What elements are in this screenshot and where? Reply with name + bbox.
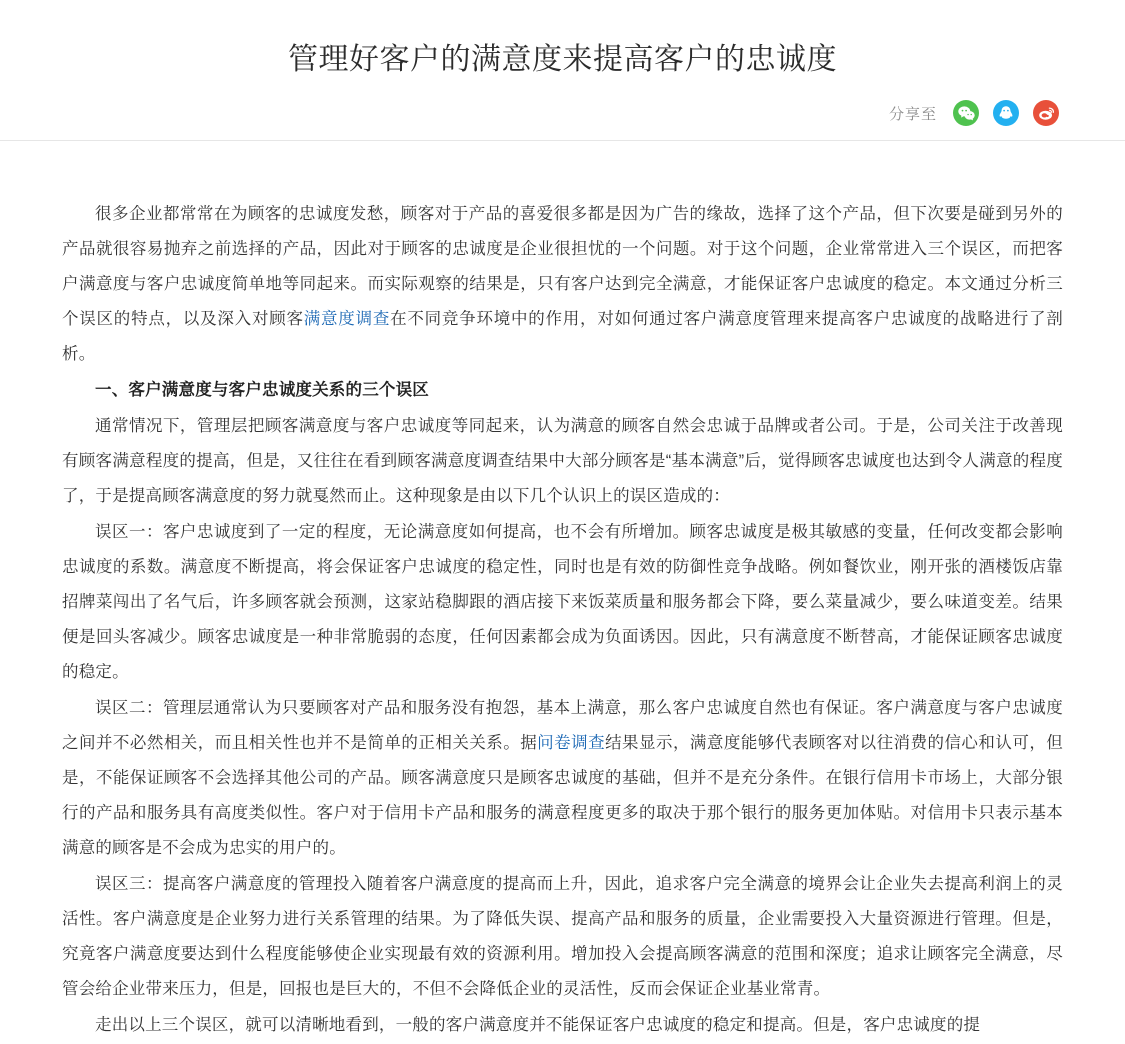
section-heading-one: 一、客户满意度与客户忠诚度关系的三个误区: [95, 381, 429, 399]
share-label: 分享至: [888, 105, 937, 123]
questionnaire-survey-link[interactable]: 问卷调查: [537, 734, 606, 752]
share-bar: [0, 82, 1125, 140]
paragraph-intro-text-a: 很多企业都常常在为顾客的忠诚度发愁，顾客对于产品的喜爱很多都是因为广告的缘故，选择了这个产品，但下次要是碰到另外的产品就很容易抛弃之前选择的产品，因此对于顾客的忠诚度是企业很担忧的一个问题。对于这个问题，企业常常进入三个误区，而把客户满意度与客户忠诚度简单地等同起来。而实际观察的结果是，只有客户达到完全满意，才能保证客户忠诚度的稳定。本文通过分析三个误区的特点，以及深入对顾客: [62, 205, 1063, 328]
paragraph-intro: [62, 197, 1063, 372]
qq-icon[interactable]: [993, 100, 1019, 126]
article-body: [0, 141, 1125, 1043]
paragraph-intro-text-b: 在不同竞争环境中的作用，对如何通过客户满意度管理来提高客户忠诚度的战略进行了剖析。: [62, 310, 1063, 363]
satisfaction-survey-link[interactable]: 满意度调查: [303, 310, 391, 328]
paragraph-misconception-two-text-b: 结果显示，满意度能够代表顾客对以往消费的信心和认可，但是，不能保证顾客不会选择其他公司的产品。顾客满意度只是顾客忠诚度的基础，但并不是充分条件。在银行信用卡市场上，大部分银行的产品和服务具有高度类似性。客户对于信用卡产品和服务的满意程度更多的取决于那个银行的服务更加体贴。对信用卡只表示基本满意的顾客是不会成为忠实的用户的。: [62, 734, 1063, 857]
page-title: 管理好客户的满意度来提高客户的忠诚度: [288, 43, 837, 76]
paragraph-misconception-two-text-a: 误区二：管理层通常认为只要顾客对产品和服务没有抱怨，基本上满意，那么客户忠诚度自然也有保证。客户满意度与客户忠诚度之间并不必然相关，而且相关性也并不是简单的正相关关系。据: [62, 699, 1063, 752]
paragraph-conclusion-partial: 走出以上三个误区，就可以清晰地看到，一般的客户满意度并不能保证客户忠诚度的稳定和提高。但是，客户忠诚度的提: [95, 1016, 981, 1034]
paragraph-general: 通常情况下，管理层把顾客满意度与客户忠诚度等同起来，认为满意的顾客自然会忠诚于品牌或者公司。于是，公司关注于改善现有顾客满意程度的提高，但是，又往往在看到顾客满意度调查结果中大部分顾客是“基本满意”后，觉得顾客忠诚度也达到令人满意的程度了，于是提高顾客满意度的努力就戛然而止。这种现象是由以下几个认识上的误区造成的：: [62, 417, 1063, 505]
paragraph-misconception-three: 误区三：提高客户满意度的管理投入随着客户满意度的提高而上升，因此，追求客户完全满意的境界会让企业失去提高利润上的灵活性。客户满意度是企业努力进行关系管理的结果。为了降低失误、提高产品和服务的质量，企业需要投入大量资源进行管理。但是，究竟客户满意度要达到什么程度能够使企业实现最有效的资源利用。增加投入会提高顾客满意的范围和深度；追求让顾客完全满意，尽管会给企业带来压力，但是，回报也是巨大的，不但不会降低企业的灵活性，反而会保证企业基业常青。: [62, 875, 1063, 998]
paragraph-misconception-two: [62, 691, 1063, 866]
wechat-icon[interactable]: [953, 100, 979, 126]
paragraph-misconception-one: 误区一：客户忠诚度到了一定的程度，无论满意度如何提高，也不会有所增加。顾客忠诚度是极其敏感的变量，任何改变都会影响忠诚度的系数。满意度不断提高，将会保证客户忠诚度的稳定性，同时也是有效的防御性竞争战略。例如餐饮业，刚开张的酒楼饭店靠招牌菜闯出了名气后，许多顾客就会预测，这家站稳脚跟的酒店接下来饭菜质量和服务都会下降，要么菜量减少，要么味道变差。结果便是回头客减少。顾客忠诚度是一种非常脆弱的态度，任何因素都会成为负面诱因。因此，只有满意度不断替高，才能保证顾客忠诚度的稳定。: [62, 523, 1063, 681]
article-header: [0, 0, 1125, 141]
weibo-icon[interactable]: [1033, 100, 1059, 126]
